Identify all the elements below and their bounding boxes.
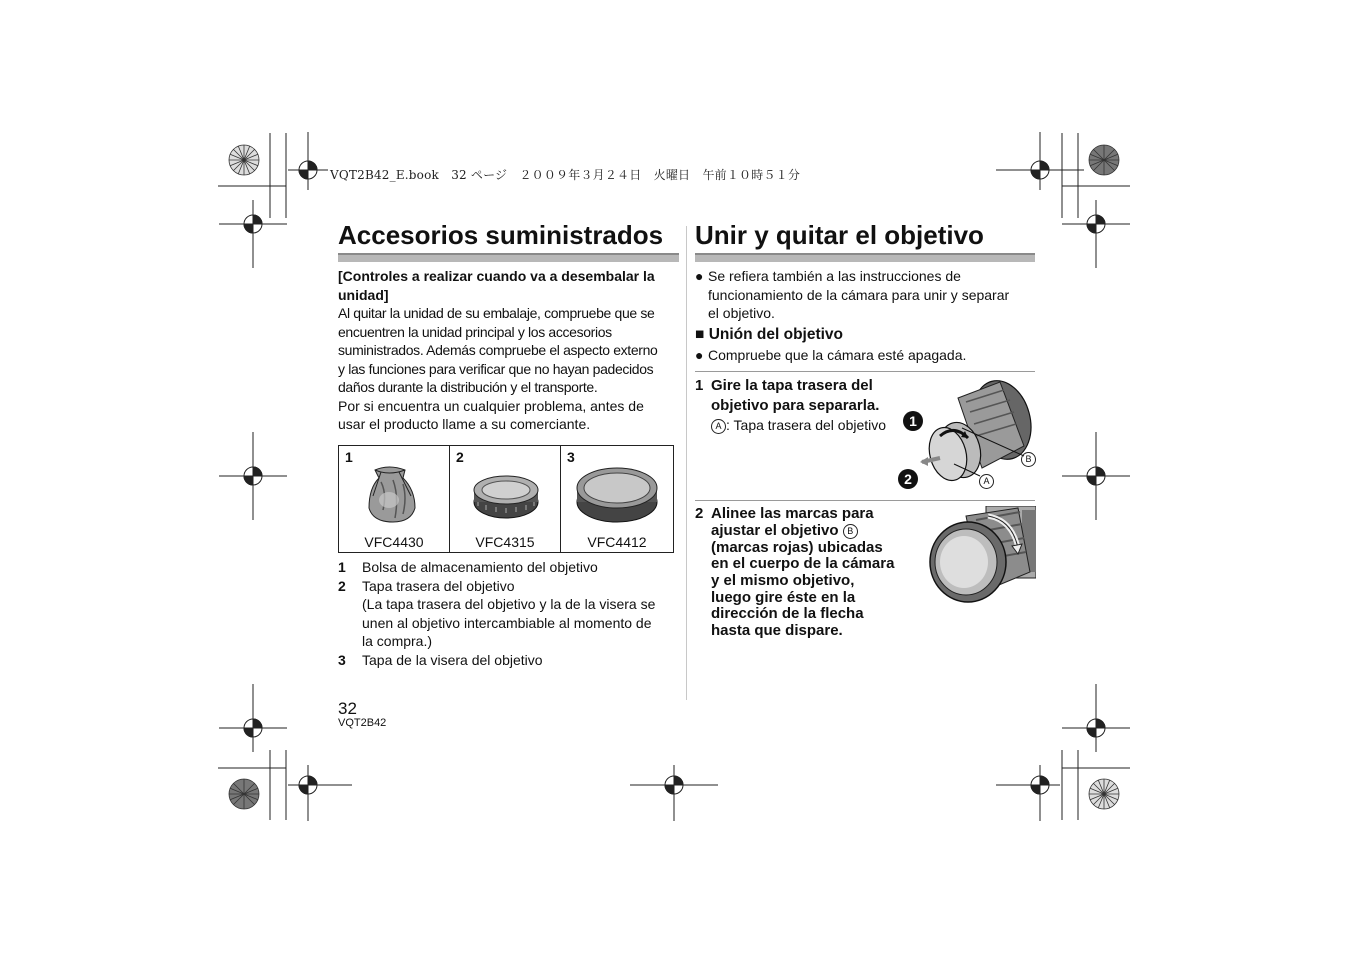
left-title-underline — [338, 253, 679, 262]
intro-line: Por si encuentra un cualquier problema, antes de — [338, 397, 644, 414]
rear-lens-cap-image — [470, 472, 542, 522]
accessory-number: 2 — [456, 449, 464, 465]
marker-a: A — [979, 474, 994, 489]
intro-line: daños durante la distribución y el transporte. — [338, 379, 598, 395]
lens-attach-heading-text: Unión del objetivo — [708, 326, 844, 343]
bullet-dot-icon: ● — [695, 268, 704, 284]
column-divider — [686, 226, 687, 700]
step-separator — [695, 371, 1035, 372]
accessory-code: VFC4412 — [587, 534, 647, 550]
intro-line: encuentren la unidad principal y los accesorios — [338, 323, 612, 340]
bullet-dot-icon: ● — [695, 347, 704, 363]
accessory-number: 3 — [567, 449, 575, 465]
marker-b: B — [843, 524, 858, 539]
lens-hood-cap-image — [575, 464, 659, 528]
left-section-title: Accesorios suministrados — [338, 220, 664, 250]
bullet-line: el objetivo. — [708, 305, 775, 321]
step2-text-line — [711, 522, 858, 539]
marker-b: B — [1021, 452, 1036, 467]
legend-text: unen al objetivo intercambiable al momento de — [362, 614, 652, 631]
lens-mount-illustration — [926, 506, 1036, 604]
camera-off-note: Compruebe que la cámara esté apagada. — [708, 347, 967, 363]
accessories-table — [338, 445, 674, 553]
square-bullet-icon: ■ — [695, 326, 705, 343]
accessory-cell — [339, 446, 450, 552]
print-header-line: VQT2B42_E.book 32 ページ ２００９年３月２４日 火曜日 午前１０時５１分 — [330, 168, 801, 182]
legend-number: 2 — [338, 577, 346, 594]
step1-text-line: objetivo para separarla. — [711, 397, 880, 414]
step1-text-line: Gire la tapa trasera del — [711, 377, 873, 394]
legend-text: Tapa de la visera del objetivo — [362, 651, 543, 668]
step2-text-line: Alinee las marcas para — [711, 505, 874, 522]
rear-cap-removal-illustration — [918, 378, 1036, 486]
step2-text-line: y el mismo objetivo, — [711, 572, 855, 589]
step-number: 1 — [695, 377, 704, 394]
lens-storage-bag-image — [359, 460, 425, 526]
step-separator — [695, 500, 1035, 501]
intro-line: y las funciones para verificar que no hayan padecidos — [338, 360, 654, 377]
accessory-cell — [561, 446, 673, 552]
unpacking-check-heading: [Controles a realizar cuando va a desembalar la unidad] — [338, 268, 655, 303]
right-section-title: Unir y quitar el objetivo — [695, 220, 984, 250]
bullet-line: Se refiera también a las instrucciones de — [708, 268, 961, 284]
legend-text: Tapa trasera del objetivo — [362, 577, 515, 594]
marker-a: A — [711, 419, 726, 434]
accessory-number: 1 — [345, 449, 353, 465]
accessory-code: VFC4315 — [475, 534, 535, 550]
step2-text-line: (marcas rojas) ubicadas — [711, 539, 883, 556]
step2-text-line: dirección de la flecha — [711, 605, 864, 622]
step-number: 2 — [695, 505, 704, 522]
step2-text-line: luego gire éste en la — [711, 589, 856, 606]
intro-line: Al quitar la unidad de su embalaje, compruebe que se — [338, 305, 655, 321]
accessory-code: VFC4430 — [364, 534, 424, 550]
callout-1-icon: 1 — [903, 411, 923, 431]
legend-text: Bolsa de almacenamiento del objetivo — [362, 559, 598, 575]
model-code: VQT2B42 — [338, 717, 387, 729]
legend-text: (La tapa trasera del objetivo y la de la visera se — [362, 596, 656, 612]
bullet-line: funcionamiento de la cámara para unir y separar — [708, 286, 1010, 303]
right-title-underline — [695, 253, 1035, 262]
step2-text-line: hasta que dispare. — [711, 622, 843, 639]
callout-2-icon: 2 — [898, 469, 918, 489]
page-number: 32 — [338, 699, 357, 718]
intro-line: suministrados. Además compruebe el aspecto externo — [338, 342, 658, 358]
rear-cap-note — [711, 416, 886, 435]
accessory-cell — [450, 446, 561, 552]
step2-text-line: en el cuerpo de la cámara — [711, 555, 895, 572]
legend-number: 1 — [338, 559, 346, 575]
rear-cap-note-text: : Tapa trasera del objetivo — [726, 417, 887, 433]
step2-text-fragment: ajustar el objetivo — [711, 522, 839, 539]
legend-number: 3 — [338, 651, 346, 668]
legend-text: la compra.) — [362, 633, 433, 649]
lens-attach-heading — [695, 326, 843, 344]
intro-line: usar el producto llame a su comerciante. — [338, 416, 591, 432]
